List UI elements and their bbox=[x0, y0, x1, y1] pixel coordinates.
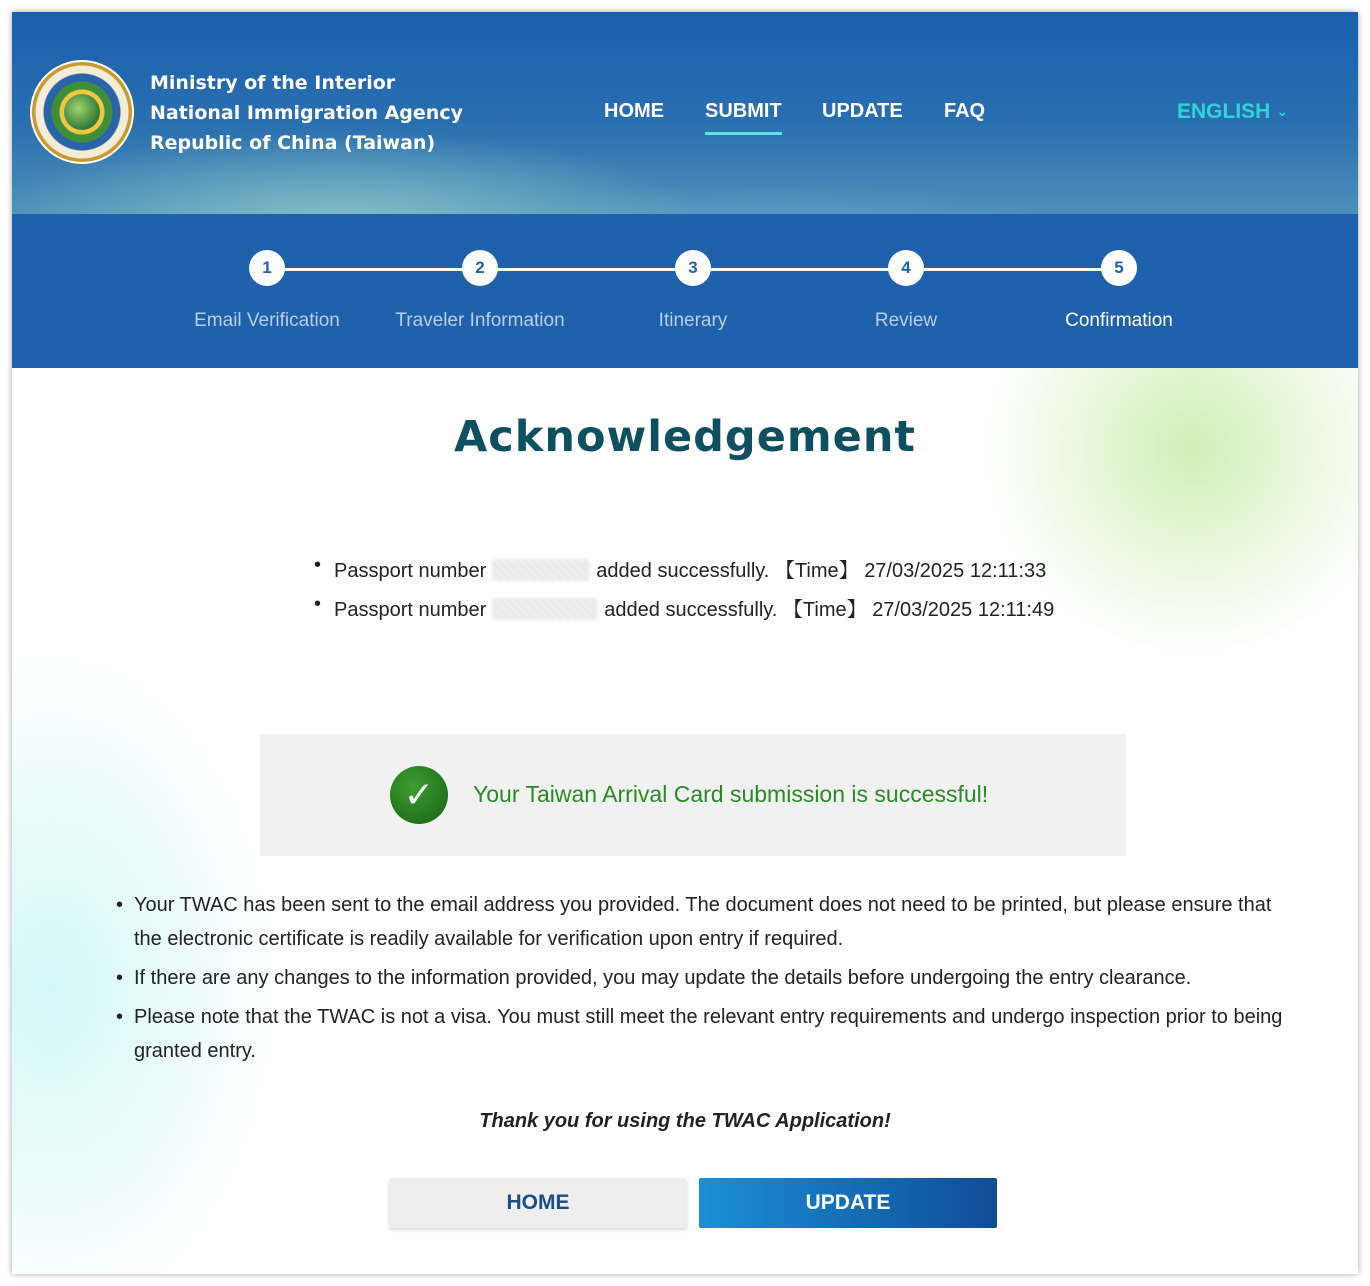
step-3-circle: 3 bbox=[675, 250, 711, 286]
org-line-ministry: Ministry of the Interior bbox=[150, 72, 396, 94]
organization-name bbox=[150, 68, 463, 158]
note-text: Please note that the TWAC is not a visa. You must still meet the relevant entry requirements and undergo inspection prior to being granted entry. bbox=[134, 1006, 1283, 1062]
time-label: 【Time】 bbox=[774, 560, 859, 582]
step-2-label: Traveler Information bbox=[395, 310, 565, 331]
thank-you-message: Thank you for using the TWAC Application! bbox=[479, 1110, 891, 1132]
page-frame bbox=[12, 12, 1358, 1274]
language-label: ENGLISH bbox=[1177, 100, 1271, 123]
success-banner bbox=[260, 734, 1126, 856]
site-header bbox=[12, 12, 1358, 214]
timestamp: 27/03/2025 12:11:33 bbox=[864, 560, 1047, 582]
step-5-circle: 5 bbox=[1101, 250, 1137, 286]
step-4-label: Review bbox=[874, 310, 938, 331]
step-1-label: Email Verification bbox=[194, 310, 340, 331]
bullet: • bbox=[314, 554, 322, 576]
passport-entry-text bbox=[334, 593, 1054, 622]
org-line-agency: National Immigration Agency bbox=[150, 102, 463, 124]
bullet: • bbox=[314, 593, 322, 615]
org-line-country: Republic of China (Taiwan) bbox=[150, 132, 436, 154]
note-text: If there are any changes to the information provided, you may update the details before undergoing the entry clearance. bbox=[134, 967, 1192, 989]
globe-emblem-icon bbox=[64, 94, 100, 130]
home-button[interactable]: HOME bbox=[389, 1178, 687, 1228]
bullet: • bbox=[116, 1006, 124, 1028]
passport-entry-text bbox=[334, 554, 1046, 583]
added-text: added successfully. bbox=[596, 560, 770, 582]
added-text: added successfully. bbox=[604, 599, 778, 621]
nav-faq[interactable]: FAQ bbox=[944, 100, 986, 122]
success-message: Your Taiwan Arrival Card submission is successful! bbox=[473, 781, 989, 807]
update-button[interactable]: UPDATE bbox=[699, 1178, 997, 1228]
passport-label: Passport number bbox=[334, 560, 487, 582]
bullet: • bbox=[116, 967, 124, 989]
note-item bbox=[116, 1000, 1296, 1068]
step-4-circle: 4 bbox=[888, 250, 924, 286]
bullet: • bbox=[116, 894, 124, 916]
chevron-down-icon: ⌄ bbox=[1276, 103, 1289, 119]
step-2-circle: 2 bbox=[462, 250, 498, 286]
nav-home[interactable]: HOME bbox=[604, 100, 664, 122]
agency-seal-icon[interactable] bbox=[30, 60, 134, 164]
step-1-circle: 1 bbox=[249, 250, 285, 286]
passport-label: Passport number bbox=[334, 599, 487, 621]
nav-update[interactable]: UPDATE bbox=[822, 100, 903, 122]
step-5-label: Confirmation bbox=[1065, 310, 1173, 331]
step-3-label: Itinerary bbox=[658, 310, 728, 331]
redacted-passport-number bbox=[492, 559, 590, 581]
note-item bbox=[116, 888, 1296, 956]
language-selector[interactable] bbox=[1177, 100, 1288, 124]
note-item bbox=[116, 961, 1296, 995]
nav-submit[interactable]: SUBMIT bbox=[705, 100, 782, 122]
page-title: Acknowledgement bbox=[453, 412, 916, 462]
progress-stepper bbox=[12, 214, 1358, 368]
timestamp: 27/03/2025 12:11:49 bbox=[872, 599, 1055, 621]
note-text: Your TWAC has been sent to the email address you provided. The document does not need to be printed, but please ensure that the electronic certificate is readily available for verification upon entry if required. bbox=[134, 894, 1272, 950]
redacted-passport-number bbox=[492, 598, 598, 620]
check-circle-icon: ✓ bbox=[390, 766, 448, 824]
info-notes bbox=[116, 888, 1296, 1073]
main-content bbox=[12, 368, 1358, 1274]
time-label: 【Time】 bbox=[782, 599, 867, 621]
